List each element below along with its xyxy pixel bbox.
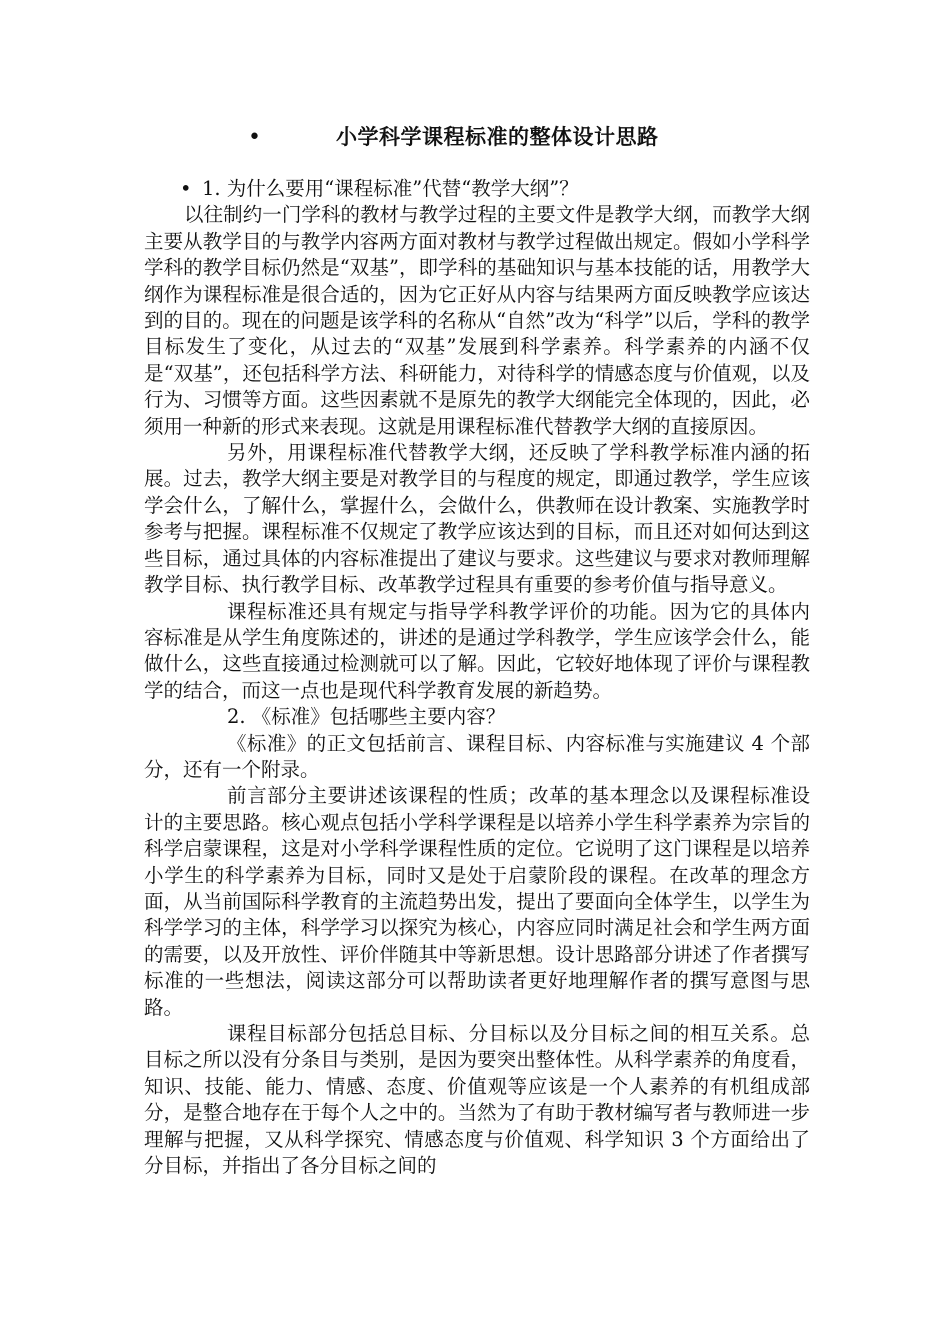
question-1-heading — [144, 176, 810, 202]
paragraph-1: 以往制约一门学科的教材与教学过程的主要文件是教学大纲，而教学大纲主要从教学目的与教学内容两方面对教材与教学过程做出规定。假如小学科学学科的教学目标仍然是“双基”，即学科的基础知识与基本技能的话，用教学大纲作为课程标准是很合适的，因为它正好从内容与结果两方面反映教学应该达到的目的。现在的问题是该学科的名称从“自然”改为“科学”以后，学科的教学目标发生了变化，从过去的“双基”发展到科学素养。科学素养的内涵不仅是“双基”，还包括科学方法、科研能力，对待科学的情感态度与价值观，以及行为、习惯等方面。这些因素就不是原先的教学大纲能完全体现的，因此，必须用一种新的形式来表现。这就是用课程标准代替教学大纲的直接原因。 — [144, 203, 810, 438]
question-2-heading: 2. 《标准》包括哪些主要内容？ — [227, 705, 506, 729]
question-1-text: 1. 为什么要用“课程标准”代替“教学大纲”？ — [202, 177, 579, 200]
document-body — [144, 176, 810, 1179]
paragraph-4: 《标准》的正文包括前言、课程目标、内容标准与实施建议 4 个部分，还有一个附录。 — [144, 731, 810, 781]
question-1-bullet: • — [180, 177, 192, 200]
paragraph-3: 课程标准还具有规定与指导学科教学评价的功能。因为它的具体内容标准是从学生角度陈述的，讲述的是通过学科教学，学生应该学会什么，能做什么，这些直接通过检测就可以了解。因此，它较好地体现了评价与课程教学的结合，而这一点也是现代科学教育发展的新趋势。 — [144, 599, 810, 702]
paragraph-6: 课程目标部分包括总目标、分目标以及分目标之间的相互关系。总目标之所以没有分条目与类别，是因为要突出整体性。从科学素养的角度看，知识、技能、能力、情感、态度、价值观等应该是一个人素养的有机组成部分，是整合地存在于每个人之中的。当然为了有助于教材编写者与教师进一步理解与把握，又从科学探究、情感态度与价值观、科学知识 3 个方面给出了分目标，并指出了各分目标之间的 — [144, 1022, 810, 1178]
document-title: 小学科学课程标准的整体设计思路 — [336, 124, 659, 149]
title-bullet: • — [248, 125, 261, 150]
paragraph-5: 前言部分主要讲述该课程的性质；改革的基本理念以及课程标准设计的主要思路。核心观点包括小学科学课程是以培养小学生科学素养为宗旨的科学启蒙课程，这是对小学科学课程性质的定位。它说明了这门课程是以培养小学生的科学素养为目标，同时又是处于启蒙阶段的课程。在改革的理念方面，从当前国际科学教育的主流趋势出发，提出了要面向全体学生，以学生为科学学习的主体，科学学习以探究为核心，内容应同时满足社会和学生两方面的需要，以及开放性、评价伴随其中等新思想。设计思路部分讲述了作者撰写标准的一些想法，阅读这部分可以帮助读者更好地理解作者的撰写意图与思路。 — [144, 784, 810, 1019]
title-row — [0, 120, 950, 156]
paragraph-2: 另外，用课程标准代替教学大纲，还反映了学科教学标准内涵的拓展。过去，教学大纲主要是对教学目的与程度的规定，即通过教学，学生应该学会什么，了解什么，掌握什么，会做什么，供教师在设计教案、实施教学时参考与把握。课程标准不仅规定了教学应该达到的目标，而且还对如何达到这些目标，通过具体的内容标准提出了建议与要求。这些建议与要求对教师理解教学目标、执行教学目标、改革教学过程具有重要的参考价值与指导意义。 — [144, 441, 810, 597]
